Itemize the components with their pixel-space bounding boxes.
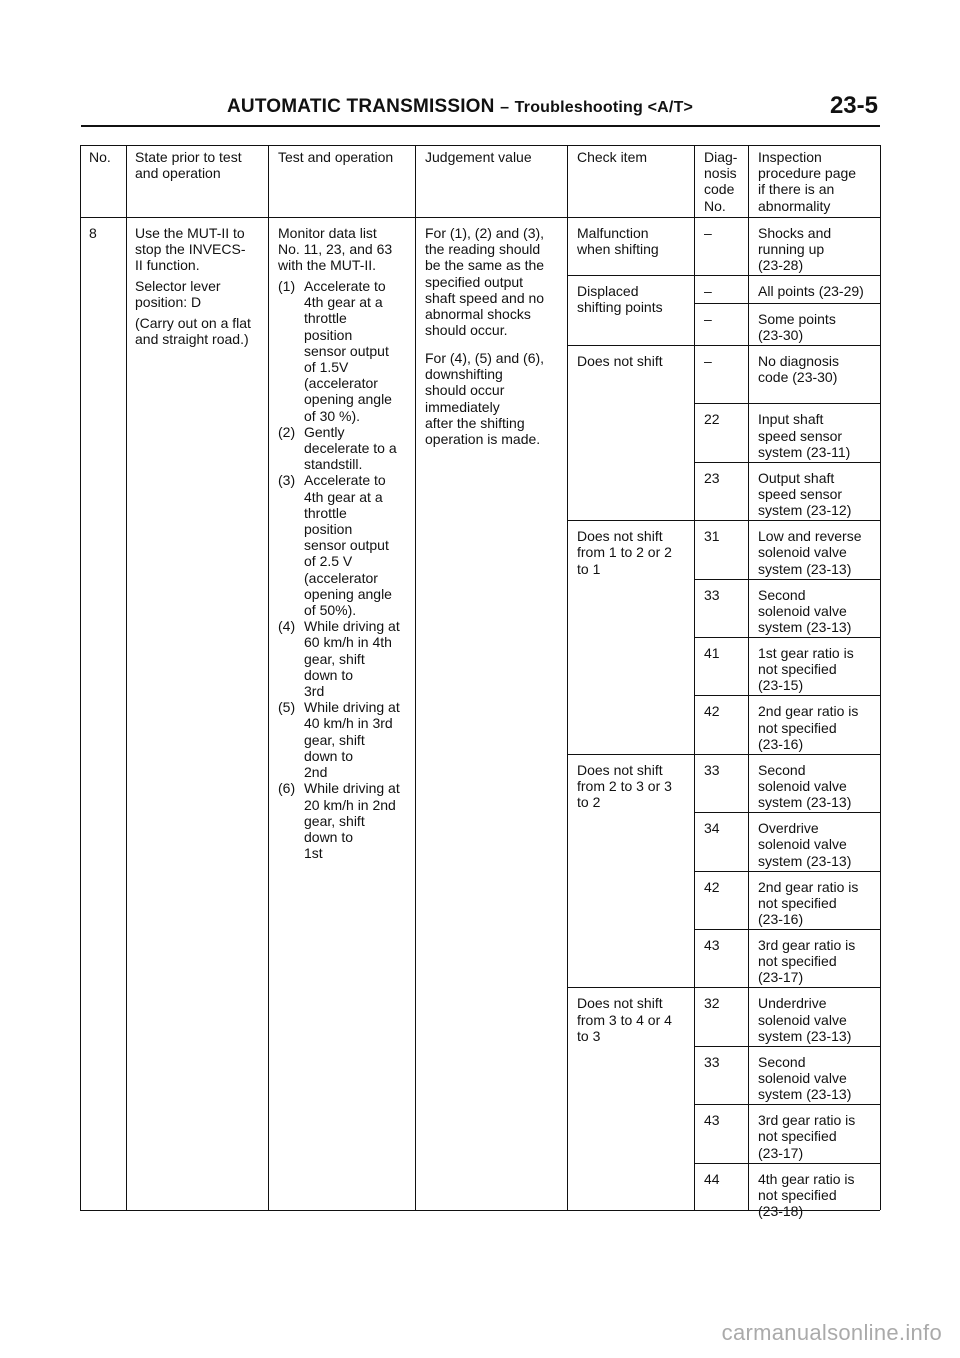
diagnosis-code: 42 xyxy=(704,703,720,720)
inspection-page: Second solenoid valve system (23-13) xyxy=(758,761,852,811)
diagnosis-code: – xyxy=(704,283,712,299)
test-intro: Monitor data list No. 11, 23, and 63 with the MUT-II. xyxy=(278,225,393,274)
col-header-no: No. xyxy=(89,149,111,165)
grid-line-horizontal xyxy=(694,1104,880,1105)
test-step-number: (2) xyxy=(278,423,296,440)
grid-line-vertical xyxy=(415,145,416,1210)
grid-line-horizontal xyxy=(694,1163,880,1164)
grid-line-vertical xyxy=(268,145,269,1210)
grid-line-horizontal xyxy=(694,929,880,930)
inspection-page: Some points (23-30) xyxy=(758,311,836,344)
grid-line-horizontal xyxy=(694,812,880,813)
inspection-page: No diagnosis code (23-30) xyxy=(758,353,839,386)
inspection-page: 1st gear ratio is not specified (23-15) xyxy=(758,645,854,694)
test-step-number: (6) xyxy=(278,780,296,797)
check-item-label: Malfunction when shifting xyxy=(577,225,659,258)
col-header-inspection: Inspection procedure page if there is an abnormality xyxy=(758,149,857,214)
grid-line-horizontal xyxy=(694,303,880,304)
col-header-judgement: Judgement value xyxy=(425,149,532,165)
test-step-text: While driving at 60 km/h in 4th gear, shift down to 3rd xyxy=(304,618,400,700)
diagnosis-code: 43 xyxy=(704,1112,720,1129)
grid-line-vertical xyxy=(567,145,568,1210)
grid-line-horizontal xyxy=(694,462,880,463)
check-item-label: Does not shift from 3 to 4 or 4 to 3 xyxy=(577,995,672,1044)
col-header-state: State prior to test and operation xyxy=(135,149,242,182)
diagnosis-code: 43 xyxy=(704,937,720,953)
inspection-page: 2nd gear ratio is not specified (23-16) xyxy=(758,878,859,927)
test-step-number: (1) xyxy=(278,278,296,294)
header-rule xyxy=(81,125,880,127)
inspection-page: 2nd gear ratio is not specified (23-16) xyxy=(758,703,859,752)
grid-line-horizontal xyxy=(694,579,880,580)
diagnosis-code: 31 xyxy=(704,528,720,545)
inspection-page: Underdrive solenoid valve system (23-13) xyxy=(758,995,852,1044)
diagnosis-code: 41 xyxy=(704,645,720,661)
page-header xyxy=(227,92,878,126)
page-number: 23-5 xyxy=(829,92,878,119)
diagnosis-code: – xyxy=(704,311,712,327)
test-step-number: (5) xyxy=(278,699,296,716)
diagnosis-code: 42 xyxy=(704,878,720,895)
check-item-label: Does not shift from 2 to 3 or 3 to 2 xyxy=(577,761,672,811)
grid-line-vertical xyxy=(694,145,695,1210)
grid-line-horizontal xyxy=(694,695,880,696)
test-step xyxy=(278,472,414,618)
check-item-label: Does not shift from 1 to 2 or 2 to 1 xyxy=(577,528,672,577)
diagnosis-code: – xyxy=(704,353,712,369)
watermark: carmanualsonline.info xyxy=(721,1320,942,1345)
test-step xyxy=(278,699,414,780)
test-step-text: Accelerate to 4th gear at a throttle position sensor output of 2.5 V (accelerator opening angle of 50%). xyxy=(304,472,392,619)
test-step xyxy=(278,424,414,473)
inspection-page: 4th gear ratio is not specified (23-18) xyxy=(758,1170,855,1219)
diagnosis-code: 33 xyxy=(704,586,720,603)
test-step xyxy=(278,618,414,699)
test-step xyxy=(278,780,414,861)
page-subtitle: Troubleshooting <A/T> xyxy=(514,99,694,116)
test-step-text: Accelerate to 4th gear at a throttle position sensor output of 1.5V (accelerator opening angle of 30 %). xyxy=(304,278,392,424)
grid-line-horizontal xyxy=(567,520,880,521)
col-header-check-item: Check item xyxy=(577,149,648,165)
inspection-page: All points (23-29) xyxy=(758,283,864,299)
test-step xyxy=(278,278,414,424)
inspection-page: Second solenoid valve system (23-13) xyxy=(758,1053,852,1103)
diagnosis-code: 23 xyxy=(704,469,720,486)
inspection-page: Low and reverse solenoid valve system (23-13) xyxy=(758,528,862,577)
col-header-test: Test and operation xyxy=(278,149,394,165)
grid-line-horizontal xyxy=(80,145,880,146)
judgement-text-2: For (4), (5) and (6), downshifting should occur immediately after the shifting operation is made. xyxy=(425,350,545,448)
inspection-page: 3rd gear ratio is not specified (23-17) xyxy=(758,937,856,986)
state-text-3: (Carry out on a flat and straight road.) xyxy=(135,315,251,348)
diagnosis-code: 44 xyxy=(704,1170,720,1187)
grid-line-horizontal xyxy=(80,217,880,218)
test-step-text: While driving at 40 km/h in 3rd gear, shift down to 2nd xyxy=(304,699,400,781)
col-header-diag-code: Diag- nosis code No. xyxy=(704,149,738,214)
test-steps-list xyxy=(278,278,414,861)
diagnosis-code: 33 xyxy=(704,1053,720,1070)
test-step-number: (4) xyxy=(278,618,296,635)
test-step-number: (3) xyxy=(278,472,296,489)
title-dash: – xyxy=(500,99,510,116)
inspection-page: Second solenoid valve system (23-13) xyxy=(758,586,852,635)
diagnosis-code: 32 xyxy=(704,995,720,1012)
inspection-page: Input shaft speed sensor system (23-11) xyxy=(758,411,851,460)
diagnosis-code: 33 xyxy=(704,761,720,778)
grid-line-vertical xyxy=(880,145,881,1210)
grid-line-horizontal xyxy=(694,637,880,638)
grid-line-horizontal xyxy=(694,871,880,872)
state-text-2: Selector lever position: D xyxy=(135,278,221,311)
inspection-page: Overdrive solenoid valve system (23-13) xyxy=(758,820,852,869)
grid-line-vertical xyxy=(126,145,127,1210)
grid-line-horizontal xyxy=(567,987,880,988)
judgement-text-1: For (1), (2) and (3), the reading should be the same as the specified output shaft speed and no abnormal shocks should occur. xyxy=(425,225,545,339)
diagnosis-code: – xyxy=(704,225,712,241)
inspection-page: 3rd gear ratio is not specified (23-17) xyxy=(758,1112,856,1161)
grid-line-horizontal xyxy=(80,1210,880,1211)
test-step-text: Gently decelerate to a standstill. xyxy=(304,423,397,473)
troubleshooting-table xyxy=(80,145,880,1219)
grid-line-vertical xyxy=(80,145,81,1210)
check-item-label: Displaced shifting points xyxy=(577,283,663,316)
row-number: 8 xyxy=(89,225,97,241)
grid-line-horizontal xyxy=(694,1046,880,1047)
diagnosis-code: 22 xyxy=(704,411,720,428)
check-item-label: Does not shift xyxy=(577,353,663,369)
grid-line-vertical xyxy=(748,145,749,1210)
inspection-page: Output shaft speed sensor system (23-12) xyxy=(758,469,852,519)
state-text-1: Use the MUT-II to stop the INVECS- II function. xyxy=(135,225,246,274)
test-step-text: While driving at 20 km/h in 2nd gear, shift down to 1st xyxy=(304,780,400,862)
grid-line-horizontal xyxy=(694,403,880,404)
grid-line-horizontal xyxy=(567,754,880,755)
grid-line-horizontal xyxy=(567,345,880,346)
grid-line-horizontal xyxy=(567,275,880,276)
diagnosis-code: 34 xyxy=(704,820,720,837)
inspection-page: Shocks and running up (23-28) xyxy=(758,225,832,274)
page-title: AUTOMATIC TRANSMISSION – Troubleshooting <A/T> xyxy=(227,96,694,117)
